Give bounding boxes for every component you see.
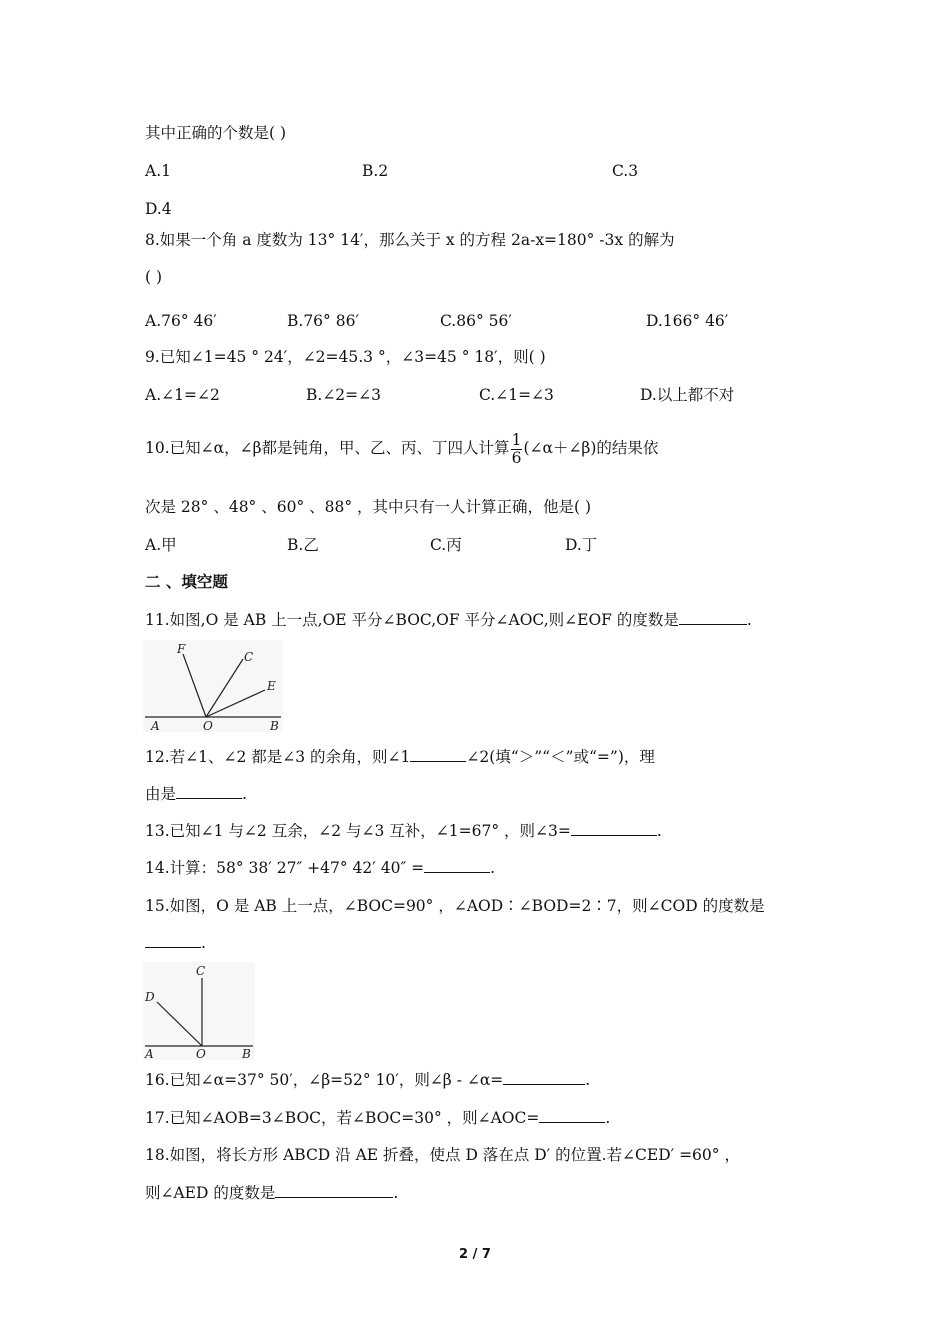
q15-stem-cont	[145, 933, 206, 953]
label-d: D	[145, 990, 155, 1004]
q17-end: .	[605, 1109, 611, 1127]
q10-option-a: A.甲	[145, 536, 177, 554]
q7-option-b: B.2	[362, 162, 389, 180]
q18-end: .	[393, 1184, 399, 1202]
q9-option-c: C.∠1=∠3	[479, 386, 554, 404]
q14-pre: 14.计算：58° 38′ 27″ +47° 42′ 40″ =	[145, 859, 425, 877]
q17-pre: 17.已知∠AOB=3∠BOC，若∠BOC=30° ，则∠AOC=	[145, 1109, 540, 1127]
q18-line2-pre: 则∠AED 的度数是	[145, 1184, 276, 1202]
q10-option-c: C.丙	[430, 536, 462, 554]
figure-background	[143, 640, 283, 732]
q13-stem	[145, 821, 662, 841]
answer-blank	[539, 1108, 605, 1123]
q8-option-b: B.76° 86′	[287, 312, 359, 330]
fraction-numerator: 1	[511, 430, 522, 449]
q13-pre: 13.已知∠1 与∠2 互余，∠2 与∠3 互补，∠1=67° ，则∠3=	[145, 822, 571, 840]
q11-figure	[143, 640, 283, 732]
q9-option-b: B.∠2=∠3	[306, 386, 382, 404]
q9-option-d: D.以上都不对	[640, 386, 735, 404]
section-title: 二 、填空题	[145, 573, 228, 591]
q15-stem: 15.如图，O 是 AB 上一点，∠BOC=90° ，∠AOD∶∠BOD=2∶7，则∠COD 的度数是	[145, 897, 765, 915]
q11-end: .	[746, 611, 752, 629]
label-o: O	[203, 719, 213, 732]
answer-blank	[176, 784, 242, 799]
q12-stem-cont	[145, 784, 247, 804]
q10-stem	[145, 430, 658, 467]
q9-stem: 9.已知∠1=45 ° 24′，∠2=45.3 °，∠3=45 ° 18′，则( )	[145, 348, 546, 366]
label-a: A	[145, 1047, 154, 1060]
q11-stem	[145, 610, 752, 630]
q12-end: .	[242, 785, 247, 803]
q12-pre: 12.若∠1、∠2 都是∠3 的余角，则∠1	[145, 748, 411, 766]
q12-post: ∠2(填“＞”“＜”或“=”)，理	[466, 748, 655, 766]
label-a: A	[151, 719, 160, 732]
q7-stem: 其中正确的个数是( )	[145, 124, 287, 142]
answer-blank	[145, 933, 201, 948]
q16-stem	[145, 1070, 590, 1090]
answer-blank	[679, 610, 747, 625]
q7-option-c: C.3	[612, 162, 639, 180]
q15-figure	[143, 962, 255, 1060]
q17-stem	[145, 1108, 610, 1128]
label-f: F	[177, 642, 186, 656]
q10-option-b: B.乙	[287, 536, 319, 554]
q10-stem-cont: 次是 28° 、48° 、60° 、88° ，其中只有一人计算正确，他是( )	[145, 498, 592, 516]
q7-option-d: D.4	[145, 200, 172, 218]
label-e: E	[267, 679, 276, 693]
q9-option-a: A.∠1=∠2	[145, 386, 220, 404]
q10-stem-pre: 10.已知∠α，∠β都是钝角，甲、乙、丙、丁四人计算	[145, 439, 510, 457]
q14-stem	[145, 858, 495, 878]
answer-blank	[424, 858, 490, 873]
q7-option-a: A.1	[145, 162, 171, 180]
fraction-denominator: 6	[511, 448, 522, 467]
q16-pre: 16.已知∠α=37° 50′，∠β=52° 10′，则∠β - ∠α=	[145, 1071, 504, 1089]
answer-blank	[571, 821, 657, 836]
fraction	[511, 432, 523, 467]
page-number: 2 / 7	[459, 1247, 491, 1262]
label-o: O	[196, 1047, 206, 1060]
answer-blank	[410, 747, 466, 762]
q18-stem: 18.如图，将长方形 ABCD 沿 AE 折叠，使点 D 落在点 D′ 的位置.若∠CED′ =60° ，	[145, 1146, 740, 1164]
q18-stem-cont	[145, 1183, 398, 1203]
q13-end: .	[656, 822, 662, 840]
answer-blank	[275, 1183, 393, 1198]
q8-option-a: A.76° 46′	[145, 312, 217, 330]
q8-option-d: D.166° 46′	[646, 312, 729, 330]
q10-option-d: D.丁	[565, 536, 598, 554]
label-c: C	[196, 964, 206, 978]
q8-stem-cont: ( )	[145, 268, 163, 286]
q16-end: .	[585, 1071, 591, 1089]
label-b: B	[270, 719, 279, 732]
q15-end: .	[201, 934, 206, 952]
q12-line2-pre: 由是	[145, 785, 177, 803]
q12-stem	[145, 747, 655, 767]
q8-option-c: C.86° 56′	[440, 312, 512, 330]
q11-stem-text: 11.如图,O 是 AB 上一点,OE 平分∠BOC,OF 平分∠AOC,则∠EOF 的度数是	[145, 611, 679, 629]
q10-stem-post: (∠α＋∠β)的结果依	[523, 439, 659, 457]
label-b: B	[242, 1047, 251, 1060]
q14-end: .	[490, 859, 496, 877]
label-c: C	[244, 650, 254, 664]
answer-blank	[503, 1070, 585, 1085]
q8-stem: 8.如果一个角 a 度数为 13° 14′，那么关于 x 的方程 2a-x=180° -3x 的解为	[145, 231, 675, 249]
